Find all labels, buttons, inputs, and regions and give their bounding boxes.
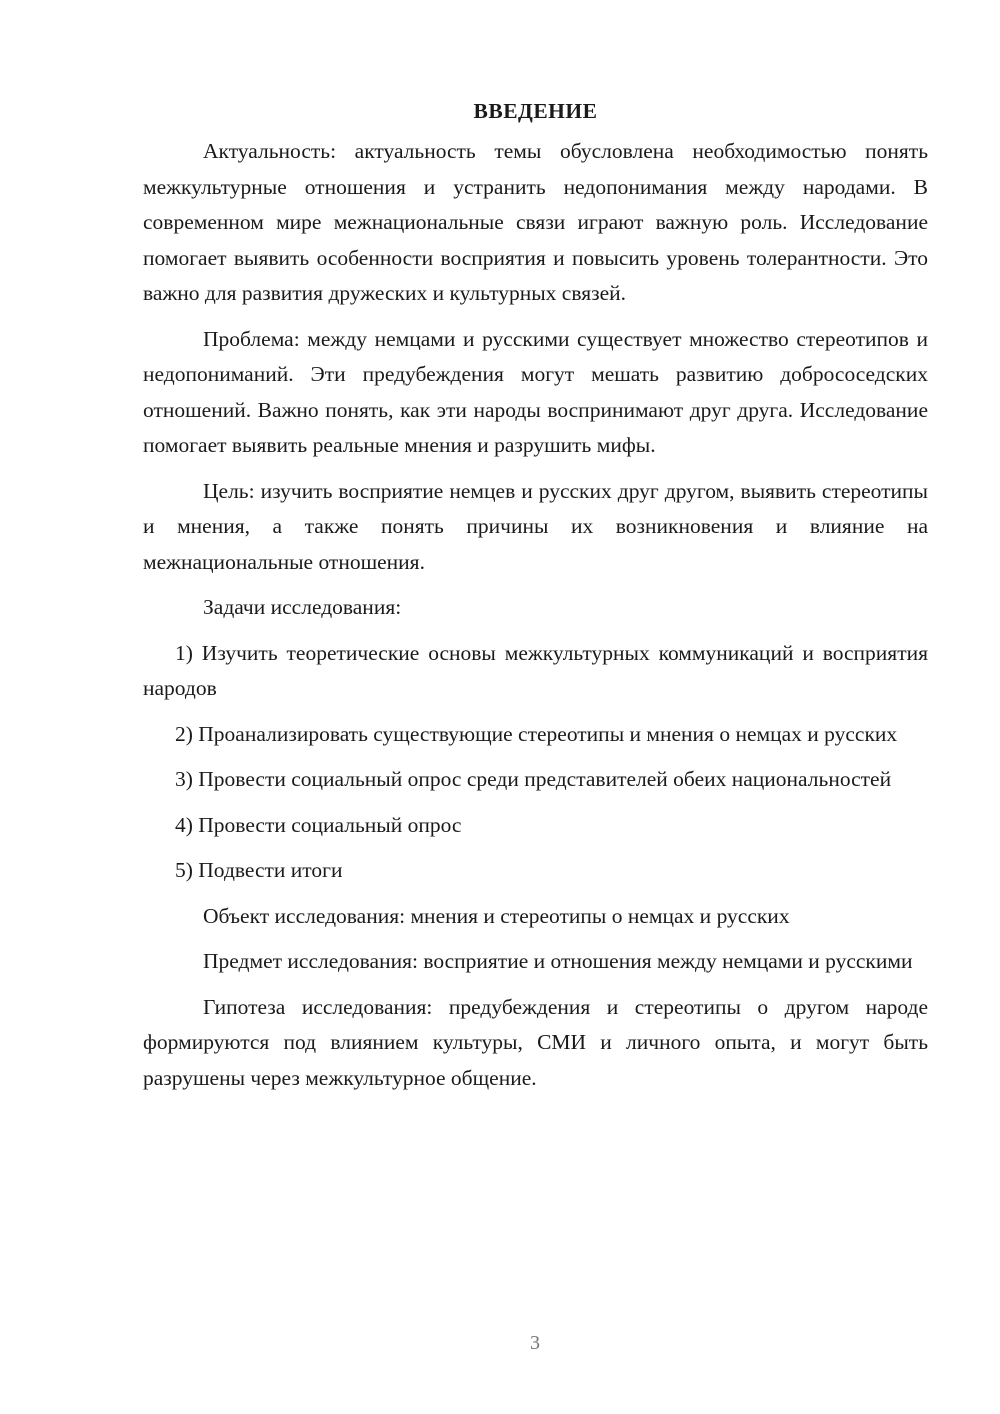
- subject-paragraph: Предмет исследования: восприятие и отношения между немцами и русскими: [203, 949, 913, 973]
- document-page: [143, 96, 928, 1106]
- problem-paragraph: Проблема: между немцами и русскими существует множество стереотипов и недопониманий. Эти предубеждения могут мешать развитию добрососедских отношений. Важно понять, как эти народы воспринимают друг друга. Исследование помогает выявить реальные мнения и разрушить мифы.: [143, 326, 928, 457]
- page-number: 3: [530, 1332, 540, 1354]
- goal-paragraph: Цель: изучить восприятие немцев и русских друг другом, выявить стереотипы и мнения, а также понять причины их возникновения и влияние на межнациональные отношения.: [143, 478, 928, 574]
- task-item-2: 2) Проанализировать существующие стереотипы и мнения о немцах и русских: [175, 721, 898, 746]
- tasks-heading: Задачи исследования:: [203, 595, 402, 619]
- page-title: ВВЕДЕНИЕ: [473, 99, 598, 123]
- task-item-5: 5) Подвести итоги: [175, 858, 343, 882]
- object-paragraph: Объект исследования: мнения и стереотипы о немцах и русских: [203, 903, 790, 928]
- task-item-4: 4) Провести социальный опрос: [175, 812, 462, 837]
- task-item-3: 3) Провести социальный опрос среди представителей обеих национальностей: [175, 767, 892, 791]
- relevance-paragraph: Актуальность: актуальность темы обусловлена необходимостью понять межкультурные отношения и устранить недопонимания между народами. В современном мире межнациональные связи играют важную роль. Исследование помогает выявить особенности восприятия и повысить уровень толерантности. Это важно для развития дружеских и культурных связей.: [143, 139, 928, 305]
- task-item-1: 1) Изучить теоретические основы межкультурных коммуникаций и восприятия народов: [143, 640, 928, 700]
- hypothesis-paragraph: Гипотеза исследования: предубеждения и стереотипы о другом народе формируются под влиянием культуры, СМИ и личного опыта, и могут быть разрушены через межкультурное общение.: [143, 994, 928, 1090]
